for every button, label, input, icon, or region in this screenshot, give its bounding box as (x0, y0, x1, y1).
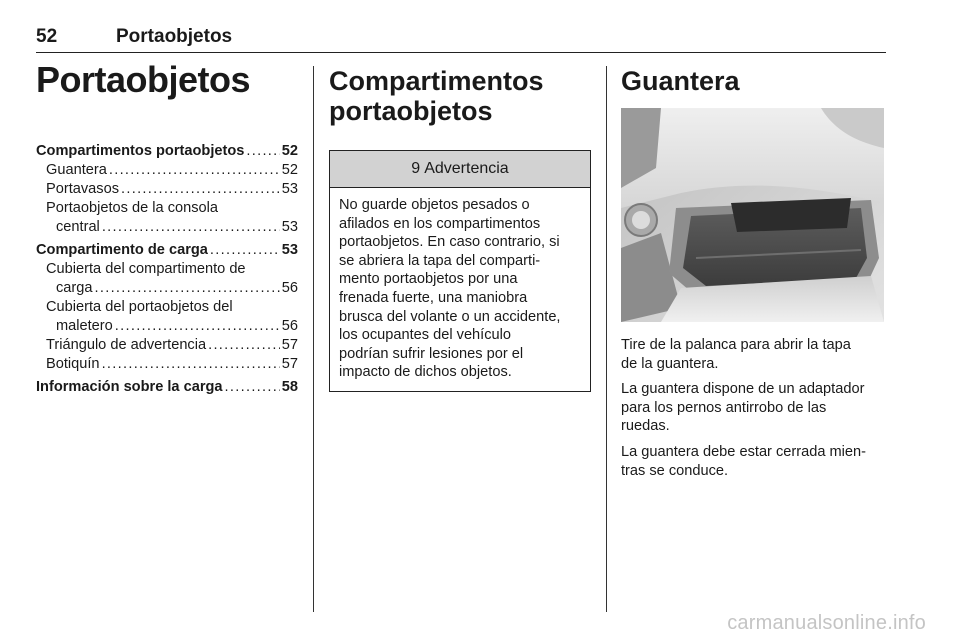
body-text-line: de la guantera. (621, 355, 719, 372)
warning-box (329, 150, 591, 392)
toc-entry-label-line1: Cubierta del compartimento de (46, 261, 246, 277)
page-header (36, 26, 886, 53)
warning-header (330, 151, 590, 188)
body-text-line: ruedas. (621, 418, 670, 435)
warning-text-line: los ocupantes del vehículo (339, 327, 511, 344)
toc-dot-leader (109, 161, 280, 180)
toc-page-number: 56 (281, 280, 298, 296)
toc-page-number: 53 (281, 242, 298, 258)
toc-entry-label: carga (56, 280, 93, 296)
warning-text-line: brusca del volante o un accidente, (339, 308, 561, 325)
middle-column (329, 66, 591, 392)
warning-text-line: podrían sufrir lesiones por el (339, 345, 524, 362)
right-column (621, 66, 886, 480)
section-title-line1: Compartimentos (329, 66, 544, 96)
section-title-line2: portaobjetos (329, 96, 493, 126)
toc-entry (46, 279, 298, 298)
warning-heading: Advertencia (424, 160, 509, 177)
toc-page-number: 53 (281, 181, 298, 197)
warning-text-line: frenada fuerte, una maniobra (339, 289, 528, 306)
toc-entry (46, 317, 298, 336)
header-section-title: Portaobjetos (116, 26, 233, 47)
body-paragraph (621, 443, 886, 480)
toc-page-number: 57 (281, 356, 298, 372)
toc-entry-label: Portavasos (46, 181, 120, 197)
toc-page-number: 56 (281, 318, 298, 334)
toc-dot-leader (102, 218, 280, 237)
toc-entry-label: Compartimentos portaobjetos (36, 143, 245, 159)
warning-text-line: afilados en los compartimentos (339, 215, 541, 232)
toc-section-entry[interactable] (36, 378, 298, 397)
warning-text-line: No guarde objetos pesados o (339, 197, 530, 213)
toc-entry-label: Guantera (46, 162, 107, 178)
toc-dot-leader (121, 180, 280, 199)
body-text-line: para los pernos antirrobo de las (621, 399, 827, 416)
body-paragraph (621, 336, 886, 373)
glovebox-description (621, 336, 886, 480)
body-paragraph (621, 380, 886, 436)
toc-section-entry[interactable] (36, 241, 298, 260)
toc-page-number: 52 (281, 143, 298, 159)
toc-entry-label-line1: Portaobjetos de la consola (46, 200, 218, 216)
toc-dot-leader (102, 355, 280, 374)
toc-entry (46, 218, 298, 237)
toc-entry-wrapped[interactable] (36, 199, 298, 237)
body-text-line: La guantera dispone de un adaptador (621, 381, 865, 398)
body-text-line: La guantera debe estar cerrada mien- (621, 443, 867, 460)
watermark: carmanualsonline.info (727, 612, 926, 634)
toc-page-number: 57 (281, 337, 298, 353)
warning-text-line: portaobjetos. En caso contrario, si (339, 234, 560, 251)
toc-entry-label-line1: Cubierta del portaobjetos del (46, 299, 233, 315)
table-of-contents (36, 142, 298, 397)
toc-entry-label: Información sobre la carga (36, 379, 223, 395)
toc-dot-leader (208, 336, 280, 355)
toc-entry-label: maletero (56, 318, 113, 334)
body-text-line: tras se conduce. (621, 462, 729, 479)
toc-entry[interactable] (36, 180, 298, 199)
warning-symbol-icon: 9 (411, 160, 421, 177)
body-text-line: Tire de la palanca para abrir la tapa (621, 337, 851, 353)
toc-entry-label: Triángulo de advertencia (46, 337, 207, 353)
glovebox-photo (621, 108, 884, 322)
toc-entry[interactable] (36, 336, 298, 355)
section-title-compartimentos (329, 66, 591, 126)
toc-entry[interactable] (36, 161, 298, 180)
toc-dot-leader (246, 142, 279, 161)
left-column (36, 60, 298, 397)
warning-text-line: impacto de dichos objetos. (339, 364, 512, 381)
toc-entry-wrapped[interactable] (36, 260, 298, 298)
toc-dot-leader (210, 241, 280, 260)
toc-entry-label: Compartimento de carga (36, 242, 208, 258)
warning-text-line: mento portaobjetos por una (339, 271, 518, 288)
toc-dot-leader (225, 378, 280, 397)
column-divider-left (313, 66, 314, 612)
toc-entry-label: Botiquín (46, 356, 100, 372)
toc-section-entry[interactable] (36, 142, 298, 161)
toc-page-number: 53 (281, 219, 298, 235)
toc-entry-wrapped[interactable] (36, 298, 298, 336)
toc-entry[interactable] (36, 355, 298, 374)
toc-dot-leader (95, 279, 280, 298)
column-divider-right (606, 66, 607, 612)
warning-text (330, 188, 590, 391)
chapter-title: Portaobjetos (36, 59, 251, 100)
toc-page-number: 52 (281, 162, 298, 178)
toc-entry-label: central (56, 219, 100, 235)
page-number: 52 (36, 26, 58, 47)
toc-dot-leader (115, 317, 280, 336)
warning-text-line: se abriera la tapa del comparti- (339, 252, 541, 269)
toc-page-number: 58 (281, 379, 298, 395)
section-title-guantera: Guantera (621, 66, 740, 96)
